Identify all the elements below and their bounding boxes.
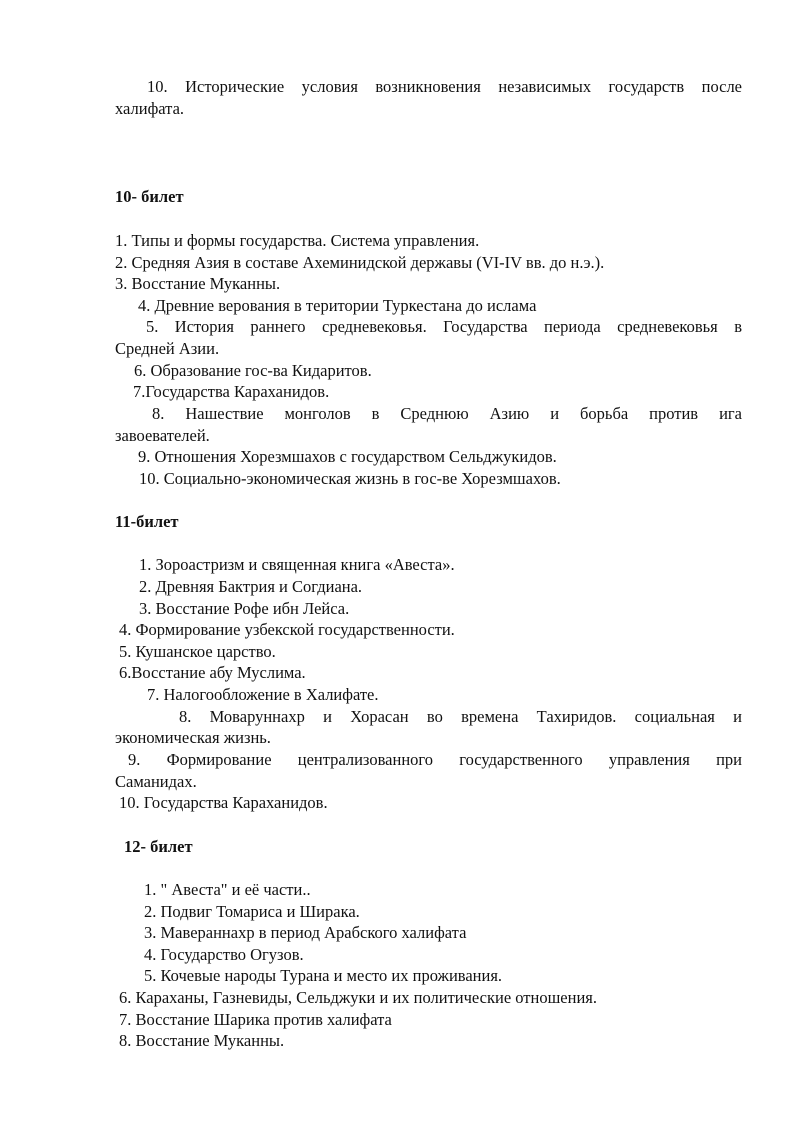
list-item: 3. Восстание Муканны. bbox=[115, 274, 281, 293]
section-heading-10: 10- билет bbox=[115, 187, 184, 206]
list-item: 8. Восстание Муканны. bbox=[119, 1031, 285, 1050]
intro-item-line bbox=[115, 76, 742, 98]
list-item: 4. Древние верования в територии Туркестана до ислама bbox=[138, 296, 537, 315]
list-item: 10. Государства Караханидов. bbox=[119, 793, 328, 812]
list-item: 3. Восстание Рофе ибн Лейса. bbox=[139, 599, 350, 618]
list-item: 6. Образование гос-ва Кидаритов. bbox=[134, 361, 372, 380]
list-item: 7. Налогообложение в Халифате. bbox=[147, 685, 379, 704]
list-item: 9. Отношения Хорезмшахов с государством Сельджукидов. bbox=[138, 447, 557, 466]
list-item: 6.Восстание абу Муслима. bbox=[119, 663, 306, 682]
list-item: 2. Средняя Азия в составе Ахеминидской державы (VI-IV вв. до н.э.). bbox=[115, 253, 605, 272]
list-item: 5. Кушанское царство. bbox=[119, 642, 276, 661]
section-heading-12: 12- билет bbox=[124, 837, 193, 856]
list-item: 7.Государства Караханидов. bbox=[133, 382, 330, 401]
list-item: 2. Древняя Бактрия и Согдиана. bbox=[139, 577, 363, 596]
list-item: 8. Нашествие монголов в Среднюю Азию и борьба против ига bbox=[152, 404, 742, 423]
list-item: 7. Восстание Шарика против халифата bbox=[119, 1010, 392, 1029]
list-item: 5. История раннего средневековья. Государства периода средневековья в bbox=[146, 317, 742, 336]
list-item-continuation: Средней Азии. bbox=[115, 339, 220, 358]
list-item-continuation: Саманидах. bbox=[115, 772, 197, 791]
intro-item-continuation: халифата. bbox=[115, 99, 185, 118]
list-item: 4. Государство Огузов. bbox=[144, 945, 304, 964]
list-item-continuation: завоевателей. bbox=[115, 426, 210, 445]
intro-item-text: 10. Исторические условия возникновения независимых государств после bbox=[147, 77, 742, 96]
list-item-continuation: экономическая жизнь. bbox=[115, 728, 271, 747]
section-heading-11: 11-билет bbox=[115, 512, 179, 531]
list-item: 5. Кочевые народы Турана и место их проживания. bbox=[144, 966, 503, 985]
list-item: 9. Формирование централизованного государственного управления при bbox=[128, 750, 742, 769]
list-item: 1. Типы и формы государства. Система управления. bbox=[115, 231, 480, 250]
list-item: 10. Социально-экономическая жизнь в гос-ве Хорезмшахов. bbox=[139, 469, 561, 488]
list-item: 4. Формирование узбекской государственности. bbox=[119, 620, 455, 639]
list-item: 3. Мавераннахр в период Арабского халифата bbox=[144, 923, 467, 942]
list-item: 8. Моваруннахр и Хорасан во времена Тахиридов. социальная и bbox=[179, 707, 742, 726]
list-item: 6. Караханы, Газневиды, Сельджуки и их политические отношения. bbox=[119, 988, 597, 1007]
list-item: 1. Зороастризм и священная книга «Авеста». bbox=[139, 555, 455, 574]
list-item: 1. " Авеста" и её части.. bbox=[144, 880, 311, 899]
list-item: 2. Подвиг Томариса и Ширака. bbox=[144, 902, 360, 921]
